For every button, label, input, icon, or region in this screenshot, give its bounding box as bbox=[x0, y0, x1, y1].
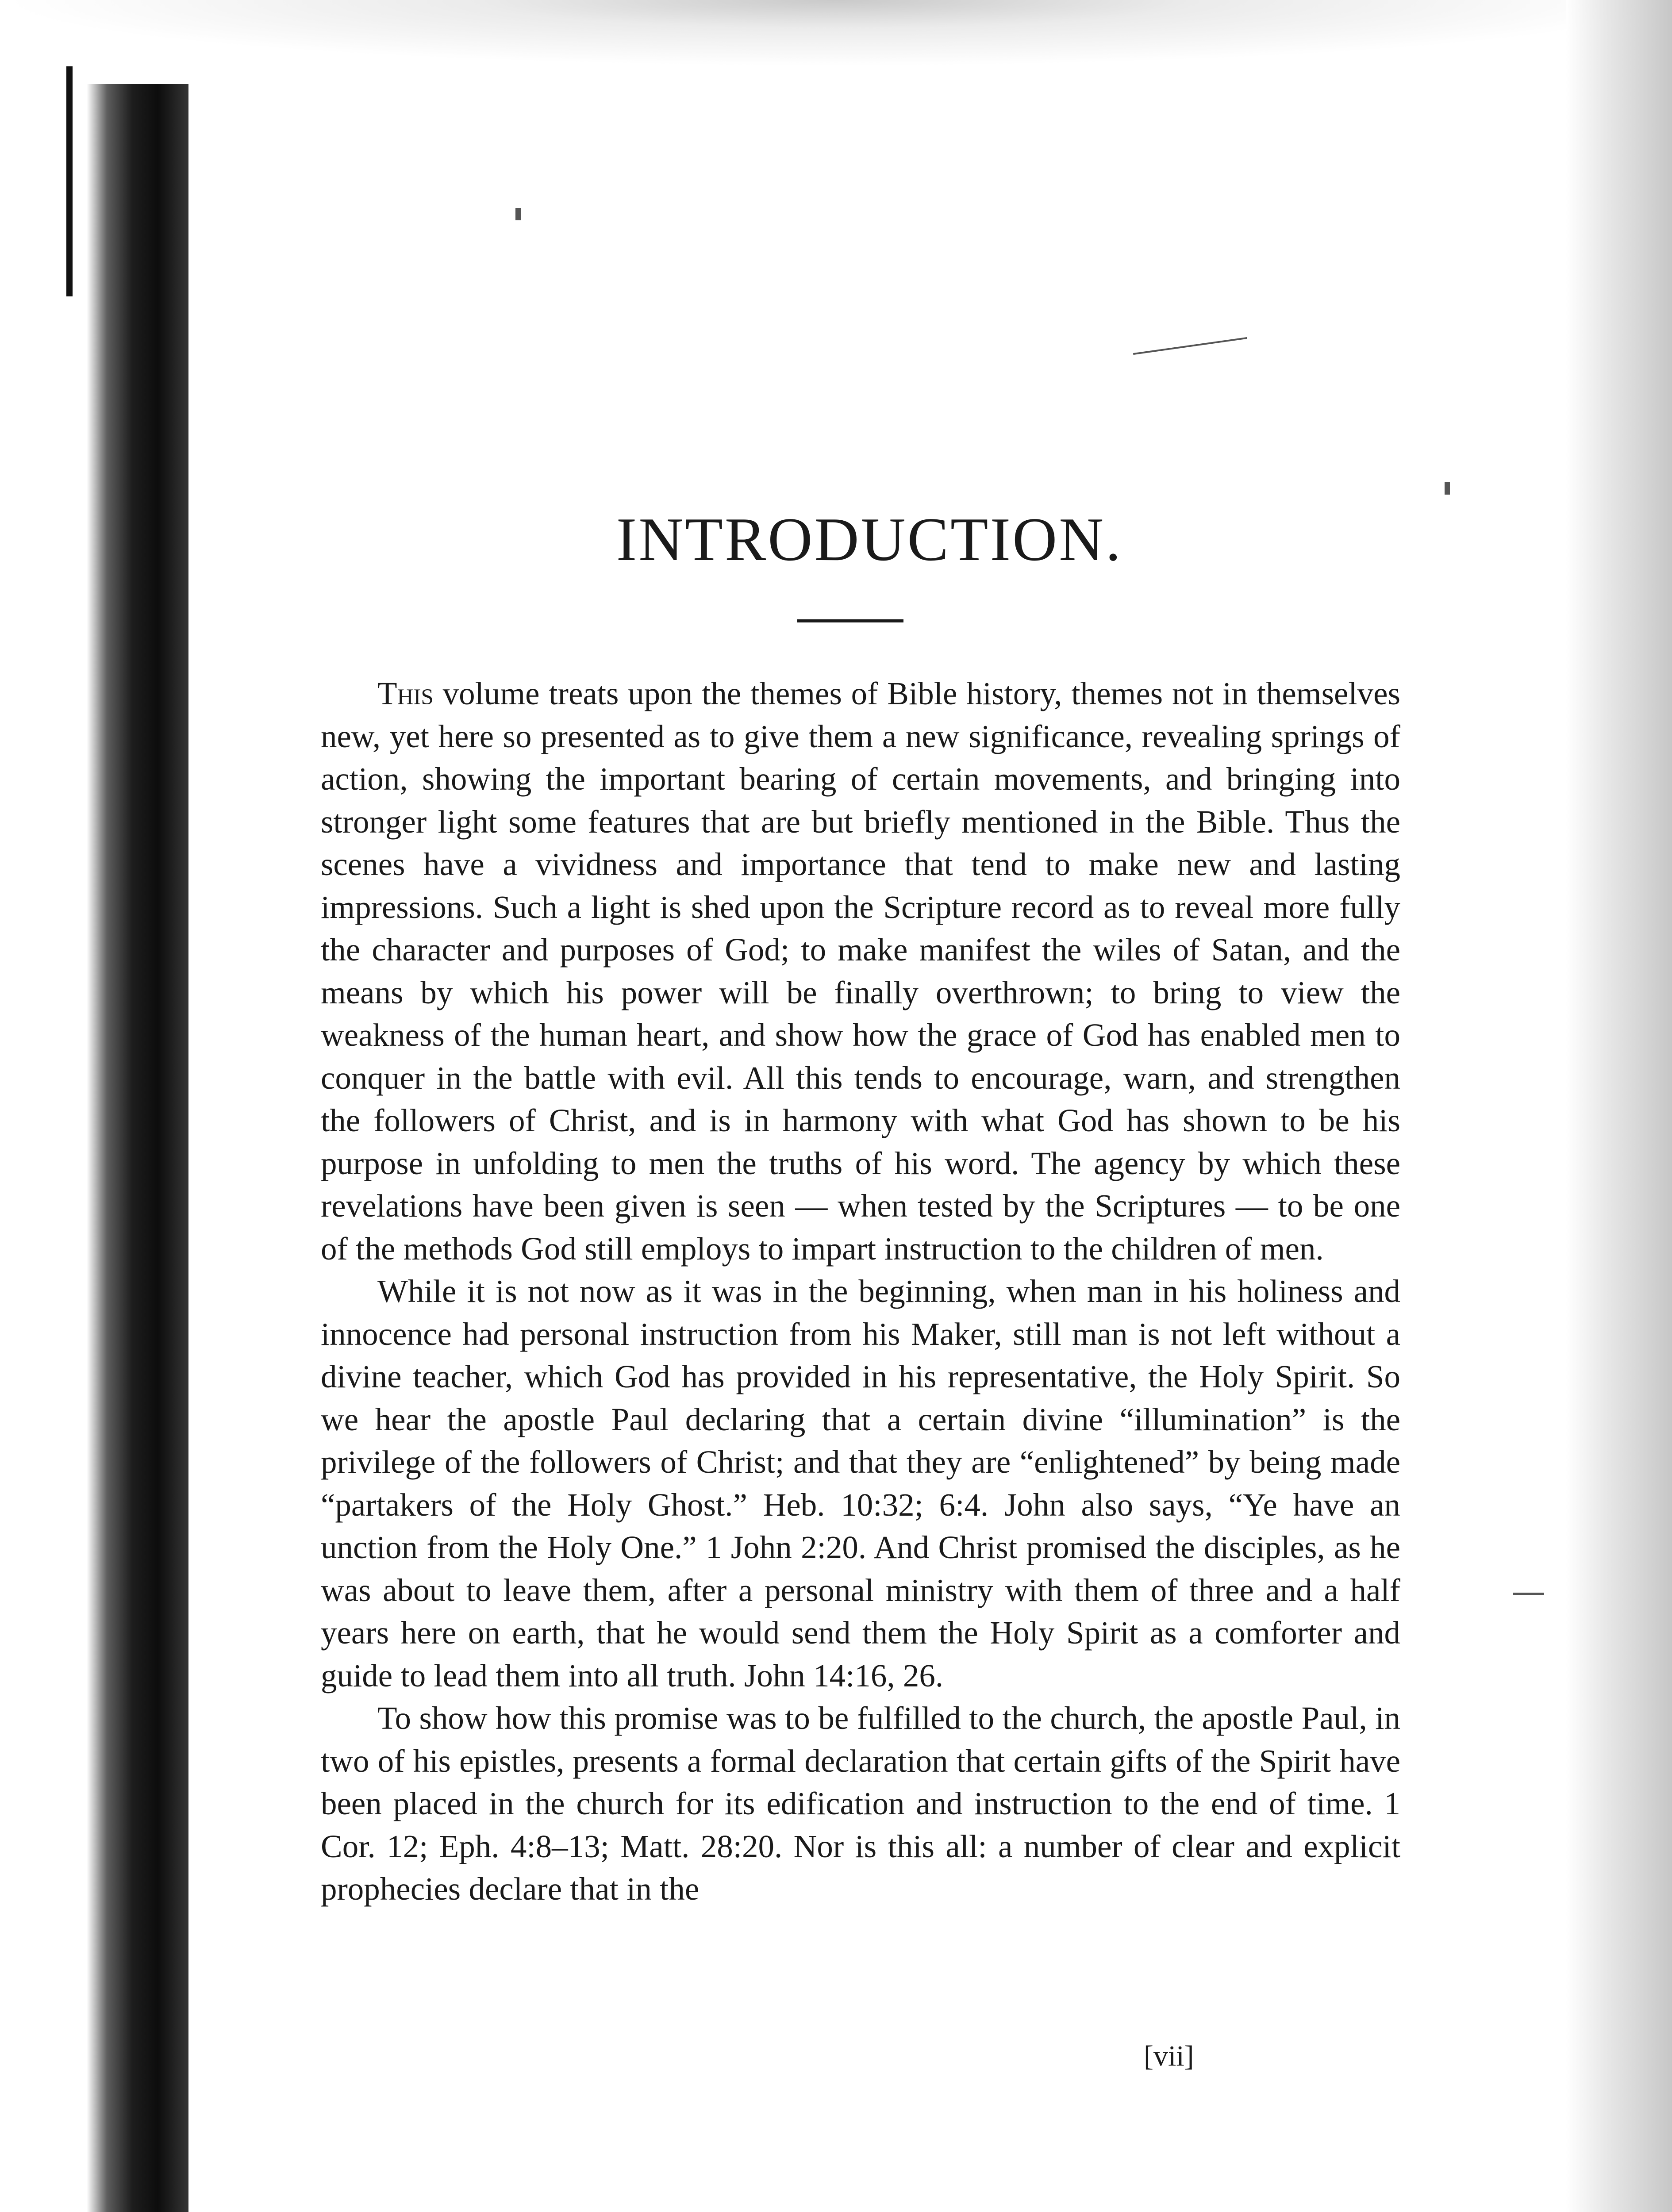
paragraph-text: volume treats upon the themes of Bible history, themes not in themselves new, yet here so presented as to give them a new significance, revealing springs of action, showing the important bearing of certain movements, and bringing into stronger light some features that are but briefly mentioned in the Bible. Thus the scenes have a vividness and importance that tend to make new and lasting impressions. Such a light is shed upon the Scripture record as to reveal more fully the character and purposes of God; to make manifest the wiles of Satan, and the means by which his power will be finally overthrown; to bring to view the weakness of the human heart, and show how the grace of God has enabled men to conquer in the battle with evil. All this tends to encourage, warn, and strengthen the followers of Christ, and is in harmony with what God has shown to be his purpose in unfolding to men the truths of his word. The agency by which these revelations have been given is seen — when tested by the Scriptures — to be one of the methods God still employs to impart instruction to the children of men. bbox=[321, 676, 1400, 1267]
scan-binding-shadow bbox=[87, 84, 188, 2212]
page-title: INTRODUCTION. bbox=[616, 505, 1123, 574]
paragraph-text: While it is not now as it was in the beginning, when man in his holiness and innocence had personal instruction from his Maker, still man is not left without a divine teacher, which God has provided in his representative, the Holy Spirit. So we hear the apostle Paul declaring that a certain divine “illumination” is the privilege of the followers of Christ; and that they are “enlightened” by being made “partakers of the Holy Ghost.” Heb. 10:32; 6:4. John also says, “Ye have an unction from the Holy One.” 1 John 2:20. And Christ promised the disciples, as he was about to leave them, after a personal ministry with them of three and a half years here on earth, that he would send them the Holy Spirit as a comforter and guide to lead them into all truth. John 14:16, 26. bbox=[321, 1273, 1400, 1694]
stray-mark bbox=[1133, 337, 1247, 355]
scan-binding-line bbox=[66, 66, 73, 296]
paragraph-lead-word: This bbox=[377, 676, 434, 711]
stray-mark bbox=[1513, 1593, 1544, 1595]
paragraph bbox=[321, 1697, 1400, 1911]
page-number: [vii] bbox=[1144, 2040, 1194, 2072]
scan-top-edge bbox=[0, 0, 1672, 66]
stray-mark bbox=[515, 208, 521, 220]
title-rule bbox=[797, 619, 903, 622]
body-text bbox=[321, 672, 1400, 1911]
stray-mark bbox=[1445, 482, 1450, 495]
scan-right-edge bbox=[1566, 0, 1672, 2212]
paragraph bbox=[321, 672, 1400, 1270]
paragraph bbox=[321, 1270, 1400, 1697]
paragraph-text: To show how this promise was to be fulfilled to the church, the apostle Paul, in two of his epistles, presents a formal declaration that certain gifts of the Spirit have been placed in the church for its edification and instruction to the end of time. 1 Cor. 12; Eph. 4:8–13; Matt. 28:20. Nor is this all: a number of clear and explicit prophecies declare that in the bbox=[321, 1700, 1400, 1907]
